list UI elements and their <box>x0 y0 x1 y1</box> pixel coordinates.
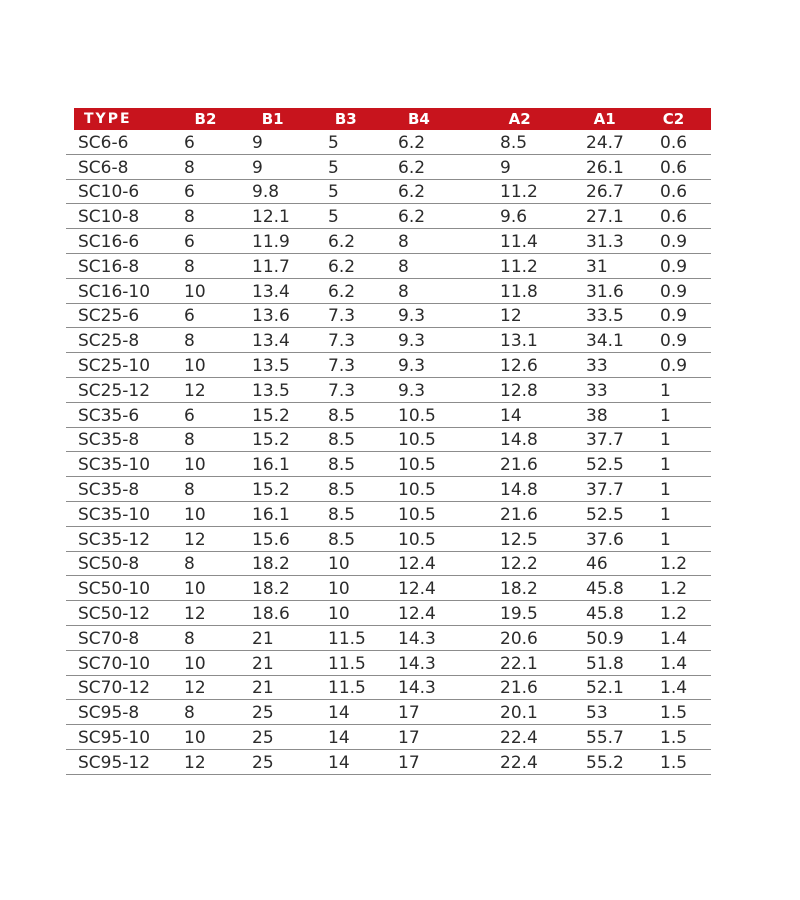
cell-b3: 11.5 <box>328 628 366 649</box>
cell-a2: 22.4 <box>500 752 538 773</box>
cell-c2: 0.9 <box>660 256 688 277</box>
cell-c2: 0.6 <box>660 207 688 228</box>
table-row <box>66 750 711 775</box>
header-b1: B1 <box>261 110 284 128</box>
cell-b3: 8.5 <box>328 479 356 500</box>
cell-b1: 21 <box>252 678 274 699</box>
cell-b1: 13.6 <box>252 306 290 327</box>
cell-a1: 55.2 <box>586 752 624 773</box>
cell-b2: 6 <box>184 182 195 203</box>
cell-b3: 7.3 <box>328 380 356 401</box>
cell-b2: 10 <box>184 579 206 600</box>
cell-c2: 1.2 <box>660 579 688 600</box>
table-row <box>66 353 711 378</box>
table-row <box>66 155 711 180</box>
cell-b1: 21 <box>252 628 274 649</box>
cell-a2: 12.5 <box>500 529 538 550</box>
cell-a1: 27.1 <box>586 207 624 228</box>
cell-b1: 15.2 <box>252 479 290 500</box>
table-row <box>66 304 711 329</box>
cell-a2: 22.4 <box>500 727 538 748</box>
header-b4: B4 <box>407 110 430 128</box>
cell-type: SC16-6 <box>78 231 140 252</box>
cell-a2: 11.4 <box>500 231 538 252</box>
header-type: TYPE <box>84 111 132 127</box>
cell-b1: 25 <box>252 727 274 748</box>
cell-a1: 31.6 <box>586 281 624 302</box>
cell-a2: 14 <box>500 405 522 426</box>
cell-a2: 19.5 <box>500 603 538 624</box>
cell-b1: 13.5 <box>252 355 290 376</box>
cell-a1: 51.8 <box>586 653 624 674</box>
cell-b1: 12.1 <box>252 207 290 228</box>
table-row <box>66 254 711 279</box>
cell-b4: 10.5 <box>398 479 436 500</box>
cell-a2: 14.8 <box>500 479 538 500</box>
cell-b4: 17 <box>398 727 420 748</box>
cell-b4: 6.2 <box>398 182 426 203</box>
cell-b4: 10.5 <box>398 405 436 426</box>
cell-a1: 37.7 <box>586 479 624 500</box>
table-row <box>66 576 711 601</box>
cell-type: SC70-10 <box>78 653 151 674</box>
cell-b1: 18.2 <box>252 579 290 600</box>
table-row <box>66 403 711 428</box>
cell-a1: 31.3 <box>586 231 624 252</box>
cell-b3: 11.5 <box>328 678 366 699</box>
cell-b2: 12 <box>184 678 206 699</box>
cell-b2: 12 <box>184 603 206 624</box>
cell-b4: 17 <box>398 752 420 773</box>
cell-a1: 33.5 <box>586 306 624 327</box>
cell-c2: 1 <box>660 504 671 525</box>
header-b2: B2 <box>194 110 217 128</box>
cell-b3: 8.5 <box>328 455 356 476</box>
table-row <box>66 700 711 725</box>
cell-b4: 6.2 <box>398 157 426 178</box>
cell-c2: 1 <box>660 380 671 401</box>
cell-b2: 8 <box>184 331 195 352</box>
table-row <box>66 626 711 651</box>
cell-type: SC35-10 <box>78 455 151 476</box>
cell-b1: 15.2 <box>252 405 290 426</box>
cell-b3: 10 <box>328 579 350 600</box>
table-row <box>66 279 711 304</box>
cell-a1: 53 <box>586 703 608 724</box>
cell-c2: 0.6 <box>660 157 688 178</box>
cell-b2: 8 <box>184 430 195 451</box>
cell-b3: 10 <box>328 554 350 575</box>
cell-a2: 18.2 <box>500 579 538 600</box>
cell-b4: 12.4 <box>398 554 436 575</box>
cell-c2: 0.6 <box>660 182 688 203</box>
cell-a2: 11.8 <box>500 281 538 302</box>
cell-b3: 5 <box>328 207 339 228</box>
cell-b1: 25 <box>252 752 274 773</box>
cell-a2: 12.6 <box>500 355 538 376</box>
cell-a1: 52.1 <box>586 678 624 699</box>
cell-b3: 5 <box>328 157 339 178</box>
cell-b1: 21 <box>252 653 274 674</box>
cell-b2: 12 <box>184 529 206 550</box>
cell-b1: 13.4 <box>252 281 290 302</box>
cell-b4: 9.3 <box>398 331 426 352</box>
cell-b4: 14.3 <box>398 653 436 674</box>
cell-b2: 10 <box>184 355 206 376</box>
table-row <box>66 477 711 502</box>
cell-b3: 14 <box>328 727 350 748</box>
table-row <box>66 204 711 229</box>
cell-a1: 38 <box>586 405 608 426</box>
cell-a2: 20.6 <box>500 628 538 649</box>
table-row <box>66 130 711 155</box>
cell-a2: 22.1 <box>500 653 538 674</box>
cell-b1: 11.9 <box>252 231 290 252</box>
cell-a1: 55.7 <box>586 727 624 748</box>
table-row <box>66 229 711 254</box>
cell-c2: 1 <box>660 455 671 476</box>
cell-b4: 9.3 <box>398 306 426 327</box>
cell-c2: 0.9 <box>660 306 688 327</box>
cell-c2: 1.4 <box>660 678 688 699</box>
cell-b2: 8 <box>184 207 195 228</box>
cell-type: SC35-6 <box>78 405 140 426</box>
cell-a2: 14.8 <box>500 430 538 451</box>
cell-a2: 21.6 <box>500 678 538 699</box>
cell-b3: 14 <box>328 752 350 773</box>
cell-b2: 10 <box>184 281 206 302</box>
cell-b2: 10 <box>184 727 206 748</box>
cell-b3: 5 <box>328 182 339 203</box>
cell-b2: 8 <box>184 157 195 178</box>
cell-b2: 8 <box>184 554 195 575</box>
cell-b4: 17 <box>398 703 420 724</box>
cell-c2: 1.4 <box>660 628 688 649</box>
cell-type: SC95-12 <box>78 752 151 773</box>
cell-c2: 1 <box>660 529 671 550</box>
cell-b4: 8 <box>398 256 409 277</box>
table-row <box>66 725 711 750</box>
cell-b2: 8 <box>184 628 195 649</box>
cell-c2: 0.9 <box>660 331 688 352</box>
cell-type: SC6-8 <box>78 157 129 178</box>
cell-type: SC50-10 <box>78 579 151 600</box>
cell-type: SC10-6 <box>78 182 140 203</box>
cell-type: SC95-10 <box>78 727 151 748</box>
cell-b1: 9.8 <box>252 182 280 203</box>
cell-b3: 5 <box>328 132 339 153</box>
cell-b1: 11.7 <box>252 256 290 277</box>
table-row <box>66 328 711 353</box>
cell-c2: 0.9 <box>660 355 688 376</box>
cell-b2: 6 <box>184 306 195 327</box>
cell-b1: 18.6 <box>252 603 290 624</box>
cell-b4: 10.5 <box>398 455 436 476</box>
cell-c2: 0.9 <box>660 281 688 302</box>
cell-a1: 50.9 <box>586 628 624 649</box>
cell-b1: 9 <box>252 157 263 178</box>
cell-b3: 7.3 <box>328 355 356 376</box>
cell-type: SC6-6 <box>78 132 129 153</box>
cell-b2: 6 <box>184 405 195 426</box>
cell-type: SC50-12 <box>78 603 151 624</box>
cell-b4: 9.3 <box>398 380 426 401</box>
cell-b3: 8.5 <box>328 504 356 525</box>
cell-type: SC25-6 <box>78 306 140 327</box>
cell-a1: 45.8 <box>586 579 624 600</box>
table-row <box>66 676 711 701</box>
table-header <box>74 108 711 130</box>
cell-type: SC16-8 <box>78 256 140 277</box>
cell-type: SC70-12 <box>78 678 151 699</box>
cell-a2: 11.2 <box>500 256 538 277</box>
cell-b2: 10 <box>184 653 206 674</box>
cell-b2: 8 <box>184 256 195 277</box>
cell-a1: 33 <box>586 380 608 401</box>
cell-type: SC70-8 <box>78 628 140 649</box>
cell-type: SC35-12 <box>78 529 151 550</box>
cell-b4: 8 <box>398 281 409 302</box>
cell-a2: 11.2 <box>500 182 538 203</box>
cell-type: SC35-10 <box>78 504 151 525</box>
cell-c2: 0.9 <box>660 231 688 252</box>
cell-b2: 12 <box>184 380 206 401</box>
cell-a1: 34.1 <box>586 331 624 352</box>
cell-a2: 8.5 <box>500 132 528 153</box>
header-b3: B3 <box>334 110 357 128</box>
cell-b4: 8 <box>398 231 409 252</box>
cell-c2: 1 <box>660 479 671 500</box>
cell-c2: 0.6 <box>660 132 688 153</box>
cell-a1: 31 <box>586 256 608 277</box>
cell-b2: 8 <box>184 479 195 500</box>
table-row <box>66 552 711 577</box>
cell-b2: 10 <box>184 455 206 476</box>
cell-b1: 25 <box>252 703 274 724</box>
cell-b3: 14 <box>328 703 350 724</box>
cell-b4: 10.5 <box>398 504 436 525</box>
cell-a2: 21.6 <box>500 504 538 525</box>
cell-a1: 52.5 <box>586 504 624 525</box>
cell-a1: 46 <box>586 554 608 575</box>
cell-b3: 6.2 <box>328 256 356 277</box>
cell-b3: 11.5 <box>328 653 366 674</box>
cell-b4: 10.5 <box>398 529 436 550</box>
cell-b3: 8.5 <box>328 405 356 426</box>
cell-type: SC25-10 <box>78 355 151 376</box>
cell-c2: 1.5 <box>660 752 688 773</box>
cell-b4: 6.2 <box>398 132 426 153</box>
cell-b4: 12.4 <box>398 579 436 600</box>
cell-a1: 37.6 <box>586 529 624 550</box>
cell-b1: 18.2 <box>252 554 290 575</box>
cell-type: SC95-8 <box>78 703 140 724</box>
table-row <box>66 180 711 205</box>
cell-a1: 45.8 <box>586 603 624 624</box>
cell-b3: 8.5 <box>328 430 356 451</box>
cell-b1: 16.1 <box>252 504 290 525</box>
table-row <box>66 452 711 477</box>
cell-a1: 52.5 <box>586 455 624 476</box>
cell-c2: 1 <box>660 430 671 451</box>
cell-a2: 9.6 <box>500 207 528 228</box>
header-c2: C2 <box>662 110 685 128</box>
table-body <box>66 130 711 775</box>
cell-c2: 1.2 <box>660 554 688 575</box>
cell-type: SC25-8 <box>78 331 140 352</box>
cell-a1: 33 <box>586 355 608 376</box>
cell-b3: 10 <box>328 603 350 624</box>
cell-b4: 14.3 <box>398 678 436 699</box>
cell-b4: 9.3 <box>398 355 426 376</box>
cell-type: SC35-8 <box>78 479 140 500</box>
cell-b2: 10 <box>184 504 206 525</box>
cell-b2: 6 <box>184 132 195 153</box>
cell-a1: 26.7 <box>586 182 624 203</box>
cell-a2: 12.2 <box>500 554 538 575</box>
header-a1: A1 <box>593 110 616 128</box>
cell-c2: 1 <box>660 405 671 426</box>
cell-b1: 13.5 <box>252 380 290 401</box>
cell-type: SC35-8 <box>78 430 140 451</box>
cell-b2: 8 <box>184 703 195 724</box>
cell-a1: 26.1 <box>586 157 624 178</box>
cell-type: SC16-10 <box>78 281 151 302</box>
cell-a2: 13.1 <box>500 331 538 352</box>
cell-b4: 6.2 <box>398 207 426 228</box>
cell-b3: 7.3 <box>328 306 356 327</box>
cell-c2: 1.5 <box>660 727 688 748</box>
cell-a2: 21.6 <box>500 455 538 476</box>
cell-b3: 6.2 <box>328 281 356 302</box>
cell-a1: 24.7 <box>586 132 624 153</box>
table-row <box>66 527 711 552</box>
cell-c2: 1.4 <box>660 653 688 674</box>
cell-b1: 15.2 <box>252 430 290 451</box>
cell-type: SC25-12 <box>78 380 151 401</box>
cell-b3: 7.3 <box>328 331 356 352</box>
table-row <box>66 502 711 527</box>
table-row <box>66 651 711 676</box>
cell-b3: 8.5 <box>328 529 356 550</box>
cell-b4: 10.5 <box>398 430 436 451</box>
cell-b4: 14.3 <box>398 628 436 649</box>
table-row <box>66 378 711 403</box>
cell-a2: 9 <box>500 157 511 178</box>
cell-b2: 12 <box>184 752 206 773</box>
cell-type: SC50-8 <box>78 554 140 575</box>
table-row <box>66 428 711 453</box>
cell-a1: 37.7 <box>586 430 624 451</box>
cell-a2: 20.1 <box>500 703 538 724</box>
table-row <box>66 601 711 626</box>
cell-b3: 6.2 <box>328 231 356 252</box>
cell-b2: 6 <box>184 231 195 252</box>
cell-a2: 12.8 <box>500 380 538 401</box>
cell-type: SC10-8 <box>78 207 140 228</box>
cell-c2: 1.2 <box>660 603 688 624</box>
header-a2: A2 <box>508 110 531 128</box>
cell-b1: 13.4 <box>252 331 290 352</box>
cell-b4: 12.4 <box>398 603 436 624</box>
cell-b1: 9 <box>252 132 263 153</box>
terminal-spec-table <box>66 108 711 775</box>
cell-b1: 15.6 <box>252 529 290 550</box>
cell-c2: 1.5 <box>660 703 688 724</box>
cell-b1: 16.1 <box>252 455 290 476</box>
cell-a2: 12 <box>500 306 522 327</box>
